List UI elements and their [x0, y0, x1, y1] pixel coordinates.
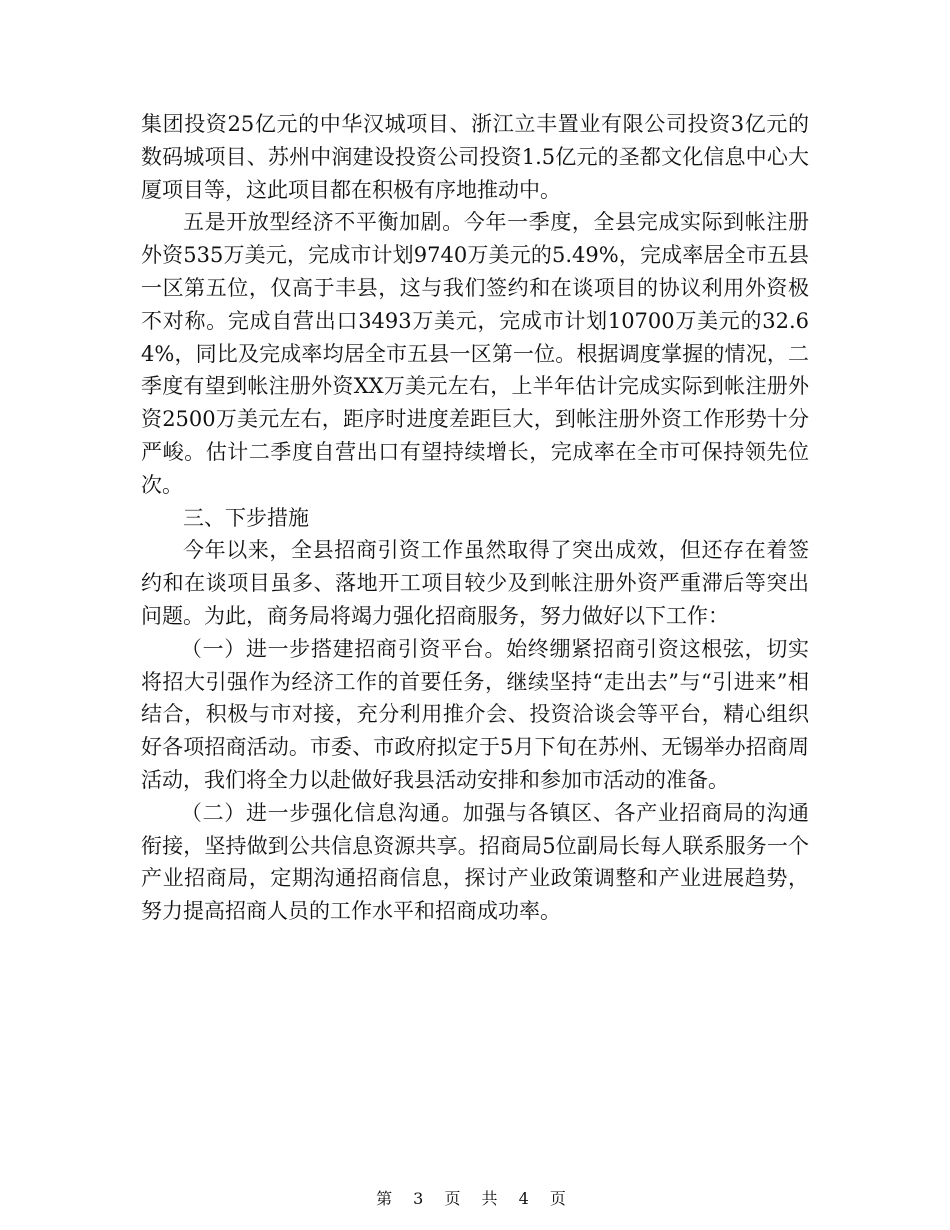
paragraph-project-list: 集团投资25亿元的中华汉城项目、浙江立丰置业有限公司投资3亿元的数码城项目、苏州中润建设投资公司投资1.5亿元的圣都文化信息中心大厦项目等，这此项目都在积极有序地推动中。: [141, 112, 809, 202]
paragraph-measure-2: （二）进一步强化信息沟通。加强与各镇区、各产业招商局的沟通衔接，坚持做到公共信息资源共享。招商局5位副局长每人联系服务一个产业招商局，定期沟通招商信息，探讨产业政策调整和产业进展趋势，努力提高招商人员的工作水平和招商成功率。: [141, 800, 809, 924]
paragraph-measure-1: （一）进一步搭建招商引资平台。始终绷紧招商引资这根弦，切实将招大引强作为经济工作的首要任务，继续坚持“走出去”与“引进来”相结合，积极与市对接，充分利用推介会、投资洽谈会等平台，精心组织好各项招商活动。市委、市政府拟定于5月下旬在苏州、无锡举办招商周活动，我们将全力以赴做好我县活动安排和参加市活动的准备。: [141, 636, 809, 792]
section-heading-next-steps: 三、下步措施: [183, 505, 309, 530]
paragraph-next-steps-intro: 今年以来，全县招商引资工作虽然取得了突出成效，但还存在着签约和在谈项目虽多、落地开工项目较少及到帐注册外资严重滞后等突出问题。为此，商务局将竭力强化招商服务，努力做好以下工作：: [141, 538, 809, 628]
page-number-footer: 第 3 页 共 4 页: [376, 1189, 574, 1208]
paragraph-open-economy: 五是开放型经济不平衡加剧。今年一季度，全县完成实际到帐注册外资535万美元，完成市计划9740万美元的5.49%，完成率居全市五县一区第五位，仅高于丰县，这与我们签约和在谈项目的协议利用外资极不对称。完成自营出口3493万美元，完成市计划10700万美元的32.64%，同比及完成率均居全市五县一区第一位。根据调度掌握的情况，二季度有望到帐注册外资XX万美元左右，上半年估计完成实际到帐注册外资2500万美元左右，距序时进度差距巨大，到帐注册外资工作形势十分严峻。估计二季度自营出口有望持续增长，完成率在全市可保持领先位次。: [141, 210, 809, 497]
document-body: [141, 108, 809, 928]
